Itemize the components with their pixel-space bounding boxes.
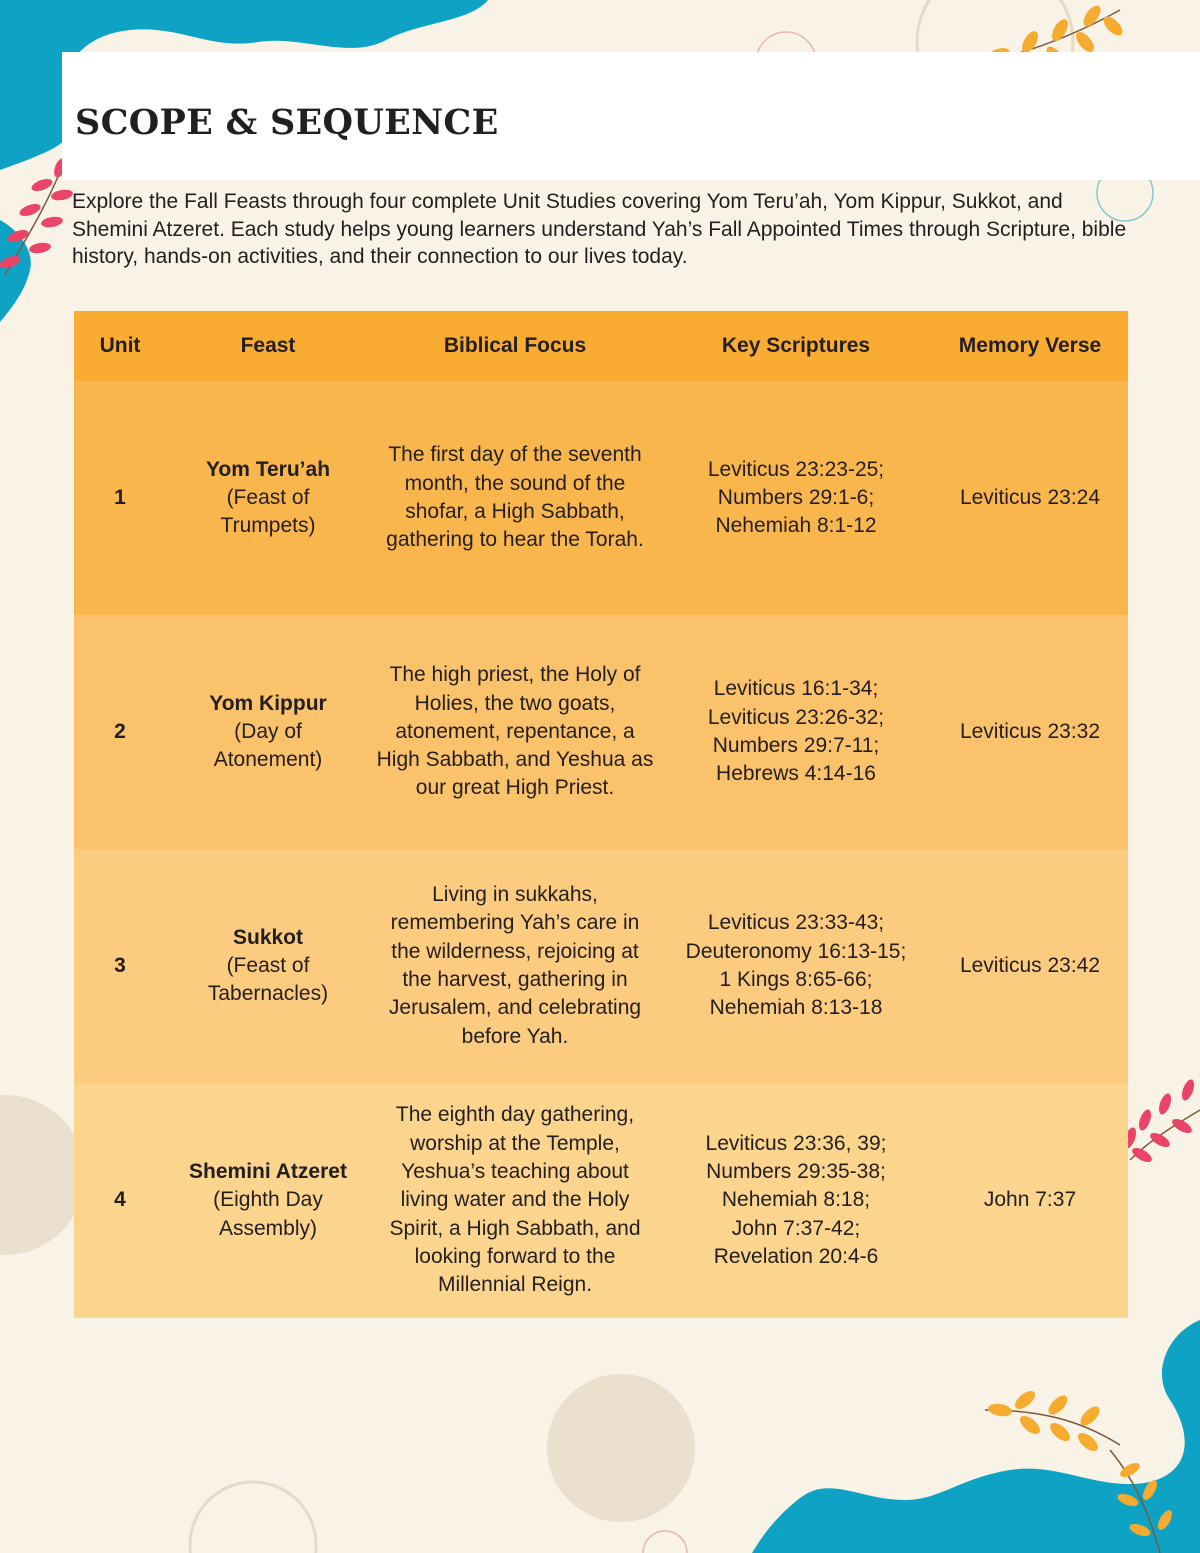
circle-bottom-pink-outline	[643, 1531, 687, 1553]
header-feast: Feast	[166, 311, 370, 381]
intro-paragraph: Explore the Fall Feasts through four complete Unit Studies covering Yom Teru’ah, Yom Kippur, Sukkot, and Shemini Atzeret. Each study helps young learners understand Yah’s Fall Appointed Times through Scripture, bible history, hands-on activities, and their connection to our lives today.	[72, 190, 1127, 268]
memory-verse: Leviticus 23:24	[932, 381, 1128, 615]
table-header-row	[74, 311, 1128, 381]
circle-bottom-left-outline	[190, 1482, 316, 1553]
feast-name: Yom Teru’ah	[205, 457, 331, 481]
header-key-scriptures: Key Scriptures	[660, 311, 932, 381]
memory-verse: Leviticus 23:42	[932, 849, 1128, 1083]
scripture-ref: Numbers 29:7-11;	[712, 734, 880, 757]
table-row	[74, 849, 1128, 1083]
feast-name: Yom Kippur	[209, 691, 327, 715]
scripture-ref: Leviticus 23:23-25;	[707, 457, 885, 481]
feast-subtitle: (Feast of Tabernacles)	[207, 953, 329, 1006]
header-biblical-focus: Biblical Focus	[370, 311, 660, 381]
feast-name: Shemini Atzeret	[189, 1160, 347, 1184]
feast-cell	[166, 1083, 370, 1318]
unit-number: 1	[74, 381, 166, 615]
key-scriptures	[660, 381, 932, 615]
leaf-branch-bottom-right	[985, 1388, 1120, 1455]
header-unit: Unit	[74, 311, 166, 381]
unit-number: 2	[74, 615, 166, 849]
scripture-ref: Nehemiah 8:1-12	[715, 514, 877, 538]
key-scriptures	[660, 1083, 932, 1318]
biblical-focus: The eighth day gathering, worship at the Temple, Yeshua’s teaching about living water and the Holy Spirit, a High Sabbath, and looking forward to the Millennial Reign.	[370, 1083, 660, 1318]
page-title: SCOPE & SEQUENCE	[75, 102, 499, 143]
feast-subtitle: (Day of Atonement)	[213, 719, 323, 772]
scripture-ref: Nehemiah 8:13-18	[709, 996, 883, 1020]
feast-subtitle: (Feast of Trumpets)	[220, 485, 316, 538]
unit-number: 4	[74, 1083, 166, 1318]
scripture-ref: Leviticus 16:1-34;	[713, 677, 879, 701]
scripture-ref: Revelation 20:4-6	[713, 1244, 879, 1268]
header-memory-verse: Memory Verse	[932, 311, 1128, 381]
scripture-ref: Numbers 29:35-38;	[706, 1160, 886, 1184]
feast-cell	[166, 849, 370, 1083]
scripture-ref: Leviticus 23:33-43;	[707, 911, 885, 935]
scripture-ref: Leviticus 23:36, 39;	[705, 1131, 887, 1155]
circle-bottom-beige	[547, 1374, 695, 1522]
feast-subtitle: (Eighth Day Assembly)	[213, 1188, 323, 1240]
scripture-ref: 1 Kings 8:65-66;	[719, 968, 873, 991]
biblical-focus: The first day of the seventh month, the sound of the shofar, a High Sabbath, gathering to hear the Torah.	[370, 381, 660, 615]
biblical-focus: Living in sukkahs, remembering Yah’s care in the wilderness, rejoicing at the harvest, gathering in Jerusalem, and celebrating before Yah.	[370, 849, 660, 1083]
unit-number: 3	[74, 849, 166, 1083]
table-row	[74, 1083, 1128, 1318]
scripture-ref: Nehemiah 8:18;	[721, 1188, 871, 1212]
key-scriptures	[660, 849, 932, 1083]
scripture-ref: Deuteronomy 16:13-15;	[685, 939, 907, 963]
table-row	[74, 381, 1128, 615]
circle-left-beige	[0, 1095, 85, 1255]
leaf-branch-right	[1122, 1078, 1200, 1165]
scripture-ref: Leviticus 23:26-32;	[707, 705, 885, 729]
feast-cell	[166, 615, 370, 849]
scripture-ref: Hebrews 4:14-16	[716, 762, 876, 786]
memory-verse: John 7:37	[932, 1083, 1128, 1318]
table-row	[74, 615, 1128, 849]
scope-sequence-table	[74, 311, 1128, 1318]
memory-verse: Leviticus 23:32	[932, 615, 1128, 849]
key-scriptures	[660, 615, 932, 849]
feast-name: Sukkot	[232, 925, 303, 949]
biblical-focus: The high priest, the Holy of Holies, the two goats, atonement, repentance, a High Sabbath, and Yeshua as our great High Priest.	[370, 615, 660, 849]
feast-cell	[166, 381, 370, 615]
teal-blob-bottom-right	[752, 1320, 1200, 1553]
scripture-ref: John 7:37-42;	[731, 1216, 861, 1240]
scripture-ref: Numbers 29:1-6;	[717, 485, 875, 509]
